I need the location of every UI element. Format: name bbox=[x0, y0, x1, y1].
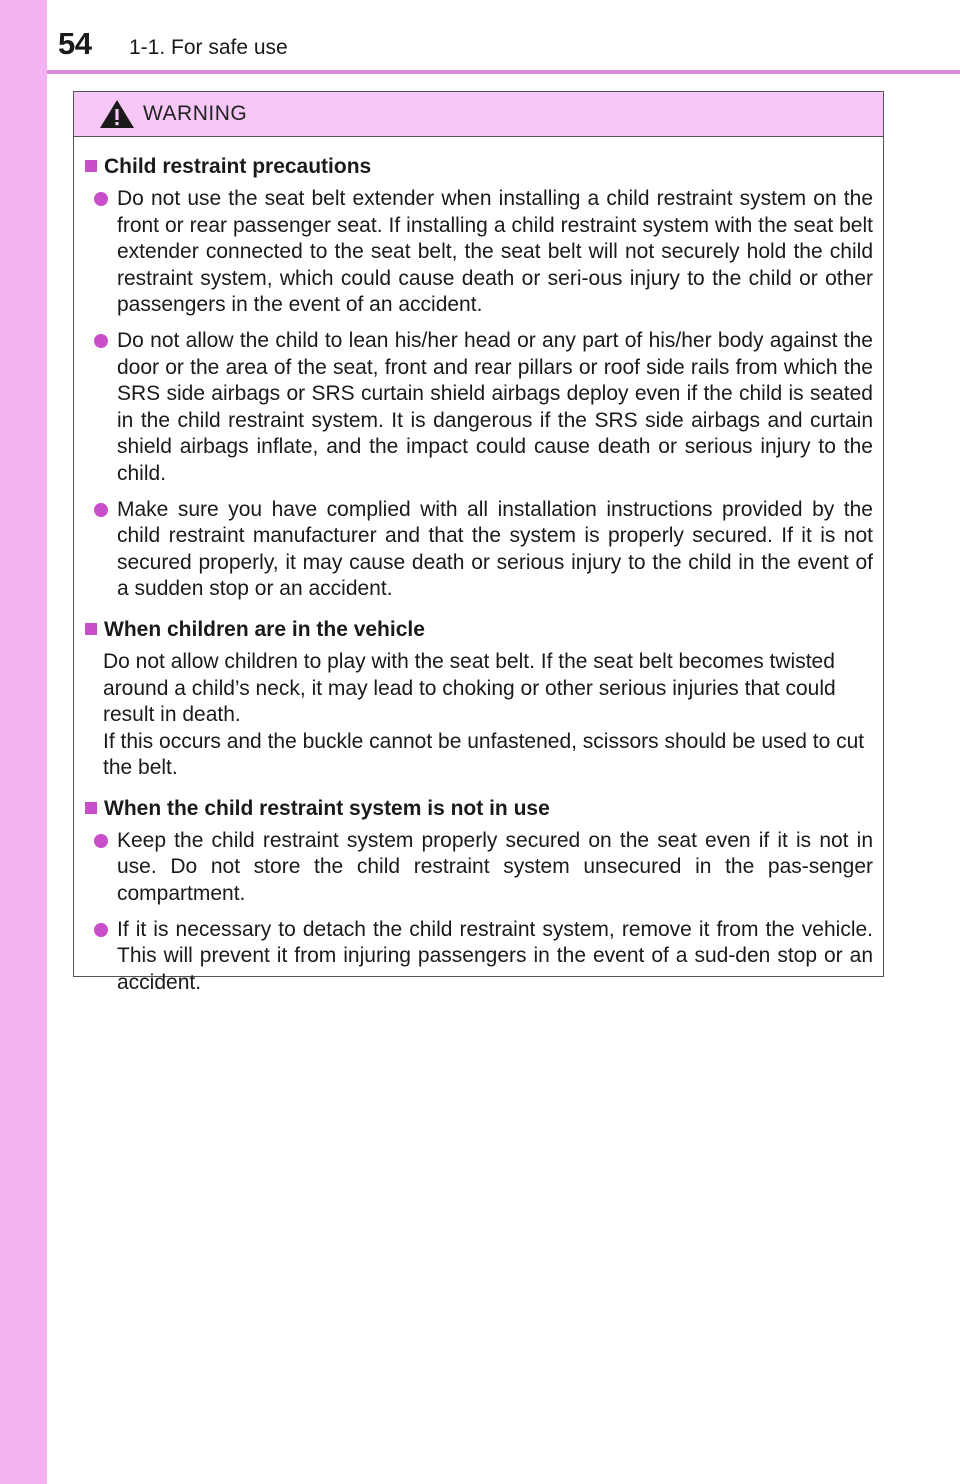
warning-box bbox=[73, 91, 884, 994]
square-bullet-icon bbox=[85, 623, 97, 635]
circle-bullet-icon bbox=[94, 192, 108, 206]
section-title: 1-1. For safe use bbox=[129, 36, 288, 59]
list-item-text: Keep the child restraint system properly secured on the seat even if it is not in use. Do not store the child restraint system unsecured in the pas-senger compartment. bbox=[117, 828, 873, 906]
list-item-text: Make sure you have complied with all installation instructions provided by the child restraint manufacturer and that the system is properly secured. If it is not secured properly, it may cause death or serious injury to the child in the event of a sudden stop or an accident. bbox=[117, 497, 873, 601]
page-header bbox=[47, 0, 960, 74]
warning-header bbox=[74, 92, 883, 137]
paragraph-line: If this occurs and the buckle cannot be unfastened, scissors should be used to cut the belt. bbox=[103, 729, 865, 780]
section-heading-text: When the child restraint system is not in use bbox=[104, 796, 550, 820]
section-heading-text: When children are in the vehicle bbox=[104, 617, 425, 641]
list-item bbox=[84, 917, 873, 997]
warning-label: WARNING bbox=[143, 102, 248, 125]
circle-bullet-icon bbox=[94, 334, 108, 348]
section-heading bbox=[84, 155, 873, 179]
square-bullet-icon bbox=[85, 802, 97, 814]
list-item bbox=[84, 328, 873, 488]
section-heading-text: Child restraint precautions bbox=[104, 155, 372, 178]
circle-bullet-icon bbox=[94, 834, 108, 848]
circle-bullet-icon bbox=[94, 923, 108, 937]
section-paragraph bbox=[84, 649, 873, 782]
side-color-band bbox=[0, 0, 47, 1484]
circle-bullet-icon bbox=[94, 503, 108, 517]
list-item bbox=[84, 497, 873, 603]
section-heading bbox=[84, 797, 873, 821]
warning-body bbox=[74, 137, 883, 996]
list-item-text: If it is necessary to detach the child restraint system, remove it from the vehicle. This will prevent it from injuring passengers in the event of a sud-den stop or an accident. bbox=[117, 917, 873, 994]
square-bullet-icon bbox=[85, 160, 97, 172]
header-rule bbox=[47, 70, 960, 74]
warning-triangle-icon bbox=[99, 99, 135, 129]
list-item bbox=[84, 828, 873, 908]
section-heading bbox=[84, 618, 873, 642]
list-item-text: Do not use the seat belt extender when installing a child restraint system on the front or rear passenger seat. If installing a child restraint system with the seat belt extender connected to the seat belt, the seat belt will not securely hold the child restraint system, which could cause death or seri-ous injury to the child or other passengers in the event of an accident. bbox=[117, 187, 873, 317]
list-item-text: Do not allow the child to lean his/her head or any part of his/her body against the door or the area of the seat, front and rear pillars or roof side rails from which the SRS side airbags or SRS curtain shield airbags deploy even if the child is seated in the child restraint system. It is dangerous if the SRS side airbags and curtain shield airbags inflate, and the impact could cause death or serious injury to the child. bbox=[117, 328, 873, 485]
paragraph-line: Do not allow children to play with the seat belt. If the seat belt becomes twisted around a child’s neck, it may lead to choking or other serious injuries that could result in death. bbox=[103, 649, 836, 727]
list-item bbox=[84, 186, 873, 319]
page-number: 54 bbox=[58, 26, 92, 61]
